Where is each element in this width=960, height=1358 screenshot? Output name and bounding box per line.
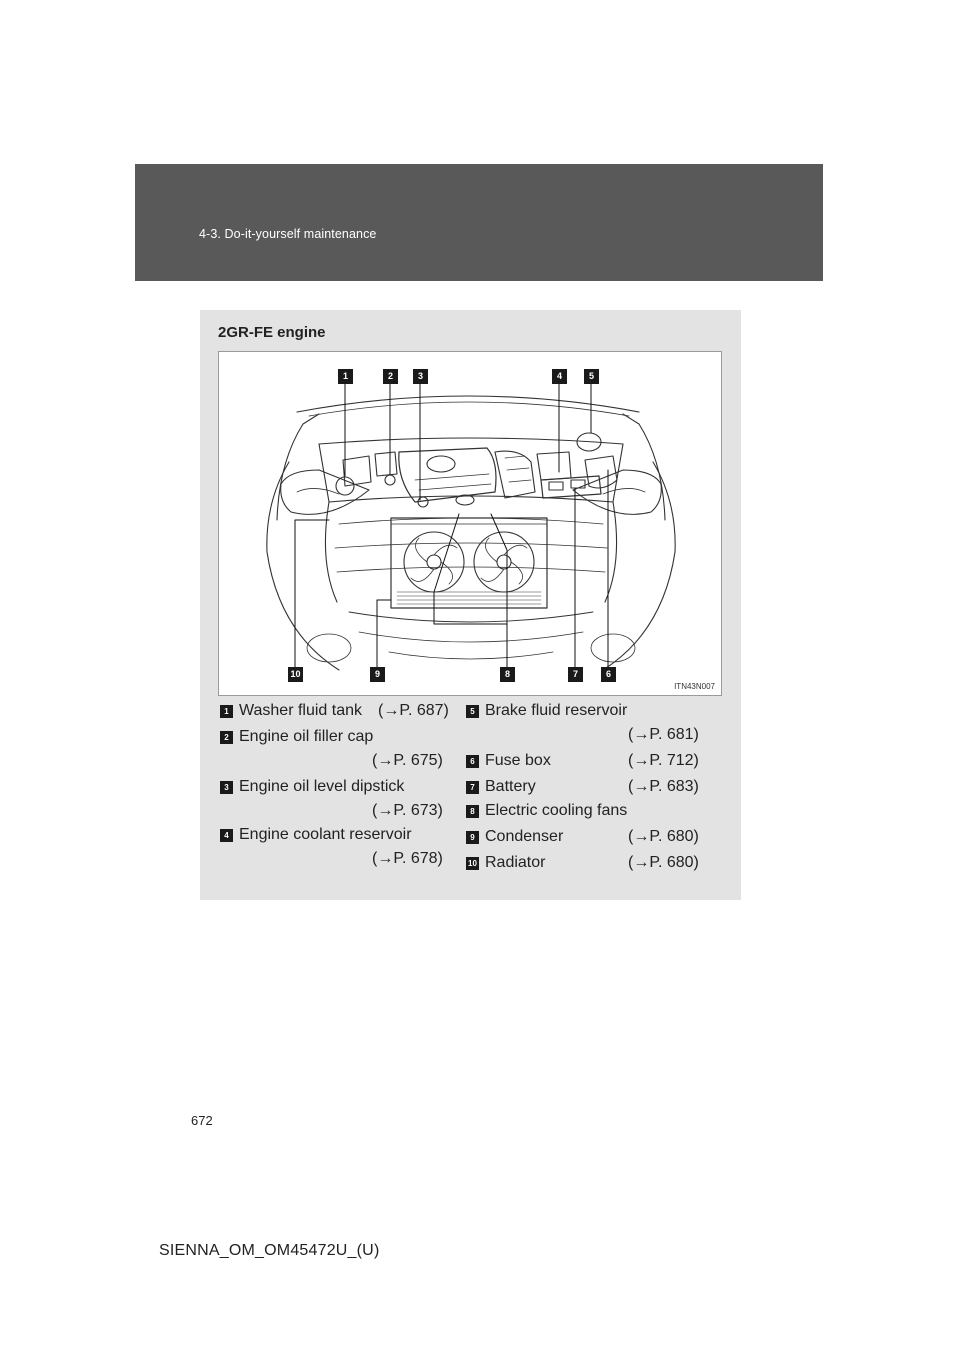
legend-item-7 — [466, 778, 716, 800]
figure-code: ITN43N007 — [674, 682, 715, 691]
engine-illustration — [218, 351, 722, 696]
legend-ref-2: (→P. 675) — [372, 752, 443, 769]
callout-8: 8 — [500, 667, 515, 682]
legend-item-2 — [220, 728, 460, 772]
legend-label-10: Radiator — [485, 854, 546, 871]
section-label: 4-3. Do-it-yourself maintenance — [199, 227, 377, 241]
legend-badge-1: 1 — [220, 705, 233, 718]
callout-10: 10 — [288, 667, 303, 682]
legend-badge-10: 10 — [466, 857, 479, 870]
legend-ref-7: (→P. 683) — [628, 778, 699, 795]
header-band — [135, 164, 823, 281]
panel-title: 2GR-FE engine — [218, 324, 326, 341]
legend-label-3: Engine oil level dipstick — [239, 778, 405, 795]
legend-ref-4: (→P. 678) — [372, 850, 443, 867]
legend-label-6: Fuse box — [485, 752, 551, 769]
legend-item-5 — [466, 702, 716, 746]
legend-item-10 — [466, 854, 716, 876]
document-id: SIENNA_OM_OM45472U_(U) — [159, 1242, 380, 1259]
legend-label-5: Brake fluid reservoir — [485, 702, 628, 719]
legend-label-2: Engine oil filler cap — [239, 728, 374, 745]
legend-badge-5: 5 — [466, 705, 479, 718]
engine-drawing — [219, 352, 722, 696]
page-number: 672 — [191, 1113, 213, 1128]
legend-badge-6: 6 — [466, 755, 479, 768]
legend-label-1: Washer fluid tank — [239, 702, 363, 719]
legend-item-8 — [466, 802, 716, 824]
legend-label-7: Battery — [485, 778, 536, 795]
legend-badge-2: 2 — [220, 731, 233, 744]
callout-5: 5 — [584, 369, 599, 384]
legend-ref-10: (→P. 680) — [628, 854, 699, 871]
legend-badge-8: 8 — [466, 805, 479, 818]
legend-ref-1: (→P. 687) — [378, 702, 449, 719]
legend-ref-9: (→P. 680) — [628, 828, 699, 845]
legend-badge-9: 9 — [466, 831, 479, 844]
engine-compartment-panel — [200, 310, 741, 900]
callout-3: 3 — [413, 369, 428, 384]
legend-ref-5: (→P. 681) — [628, 726, 699, 743]
callout-7: 7 — [568, 667, 583, 682]
callout-9: 9 — [370, 667, 385, 682]
legend-item-9 — [466, 828, 716, 850]
legend-ref-3: (→P. 673) — [372, 802, 443, 819]
callout-1: 1 — [338, 369, 353, 384]
legend-item-3 — [220, 778, 460, 822]
legend-label-9: Condenser — [485, 828, 564, 845]
legend-badge-4: 4 — [220, 829, 233, 842]
legend-item-4 — [220, 826, 460, 870]
legend-badge-3: 3 — [220, 781, 233, 794]
callout-2: 2 — [383, 369, 398, 384]
legend-label-8: Electric cooling fans — [485, 802, 628, 819]
legend-item-1 — [220, 702, 460, 724]
legend-badge-7: 7 — [466, 781, 479, 794]
callout-4: 4 — [552, 369, 567, 384]
legend-item-6 — [466, 752, 716, 774]
legend-ref-6: (→P. 712) — [628, 752, 699, 769]
legend-label-4: Engine coolant reservoir — [239, 826, 412, 843]
callout-6: 6 — [601, 667, 616, 682]
